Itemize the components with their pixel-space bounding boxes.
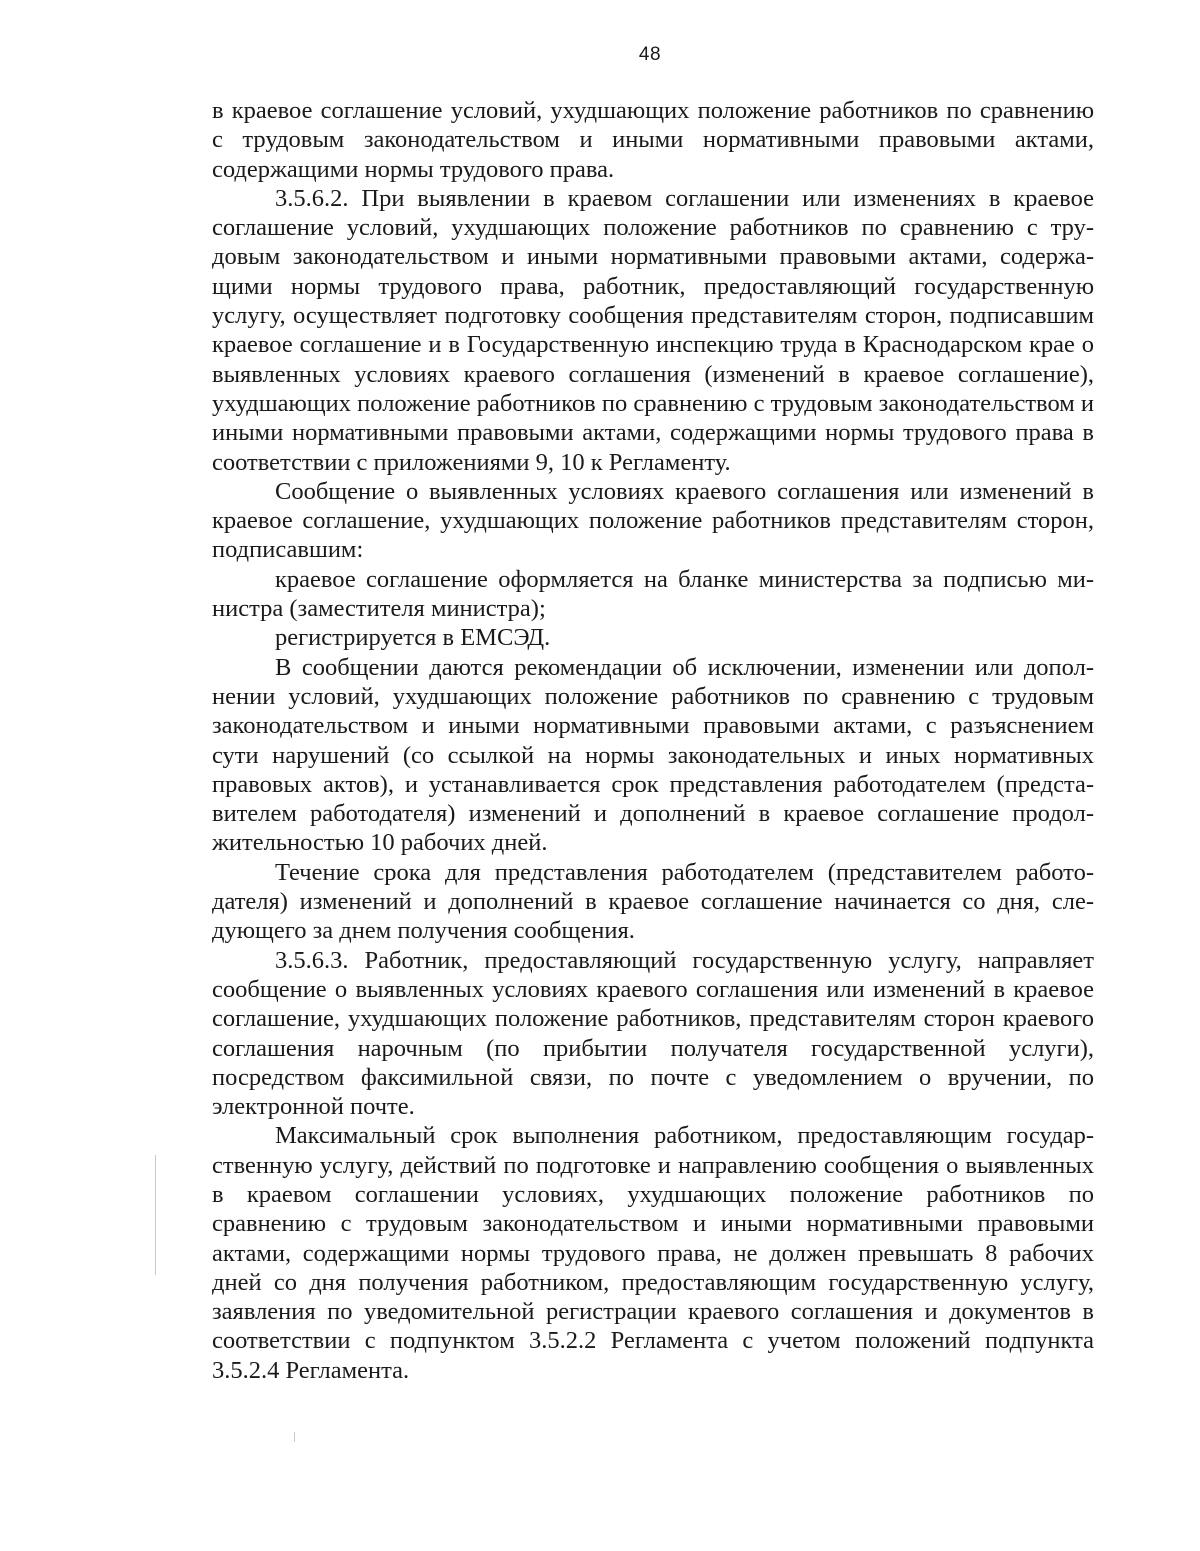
paragraph-max-term: Максимальный срок выполнения работником, предоставляющим государственную услугу, действий по подготовке и направлению сообщения о выявленных в краевом соглашении условиях, ухудшающих положение работников по сравнению с трудовым законодательством и иными нормативными правовыми актами, содержащими нормы трудового права, не должен превышать 8 рабочих дней со дня получения работником, предоставляющим государственную услугу, заявления по уведомительной регистрации краевого соглашения и документов в соответствии с подпунктом 3.5.2.2 Регламента с учетом положений подпункта 3.5.2.4 Регламента. (212, 1122, 1094, 1384)
document-body (212, 96, 1094, 1385)
scan-artifact-line (155, 1155, 156, 1275)
paragraph-message: Сообщение о выявленных условиях краевого соглашения или изменений в краевое соглашение, ухудшающих положение работников представителям сторон, подписавшим: (212, 477, 1094, 564)
scan-artifact-mark (294, 1432, 295, 1442)
paragraph-term: Течение срока для представления работодателем (представителем работодателя) изменений и дополнений в краевое соглашение начинается со дня, следующего за днем получения сообщения. (212, 858, 1094, 945)
paragraph-3-5-6-3: 3.5.6.3. Работник, предоставляющий государственную услугу, направляет сообщение о выявленных условиях краевого соглашения или изменений в краевое соглашение, ухудшающих положение работников, представителям сторон краевого соглашения нарочным (по прибытии получателя государственной услуги), посредством факсимильной связи, по почте с уведомлением о вручении, по электронной почте. (212, 946, 1094, 1121)
paragraph-3-5-6-2: 3.5.6.2. При выявлении в краевом соглашении или изменениях в краевое соглашение условий, ухудшающих положение работников по сравнению с трудовым законодательством и иными нормативными правовыми актами, содержащими нормы трудового права, работник, предоставляющий государственную услугу, осуществляет подготовку сообщения представителям сторон, подписавшим краевое соглашение и в Государственную инспекцию труда в Краснодарском крае о выявленных условиях краевого соглашения (изменений в краевое соглашение), ухудшающих положение работников по сравнению с трудовым законодательством и иными нормативными правовыми актами, содержащими нормы трудового права в соответствии с приложениями 9, 10 к Регламенту. (212, 184, 1094, 476)
paragraph-form-item: краевое соглашение оформляется на бланке министерства за подписью министра (заместителя министра); (212, 565, 1094, 623)
paragraph-continuation: в краевое соглашение условий, ухудшающих положение работников по сравнению с трудовым законодательством и иными нормативными правовыми актами, содержащими нормы трудового права. (212, 97, 1094, 183)
page-number: 48 (638, 44, 662, 65)
paragraph-registration-item: регистрируется в ЕМСЭД. (275, 624, 551, 652)
paragraph-recommendations: В сообщении даются рекомендации об исключении, изменении или дополнении условий, ухудшающих положение работников по сравнению с трудовым законодательством и иными нормативными правовыми актами, с разъяснением сути нарушений (со ссылкой на нормы законодательных и иных нормативных правовых актов), и устанавливается срок представления работодателем (представителем работодателя) изменений и дополнений в краевое соглашение продолжительностью 10 рабочих дней. (212, 653, 1094, 857)
